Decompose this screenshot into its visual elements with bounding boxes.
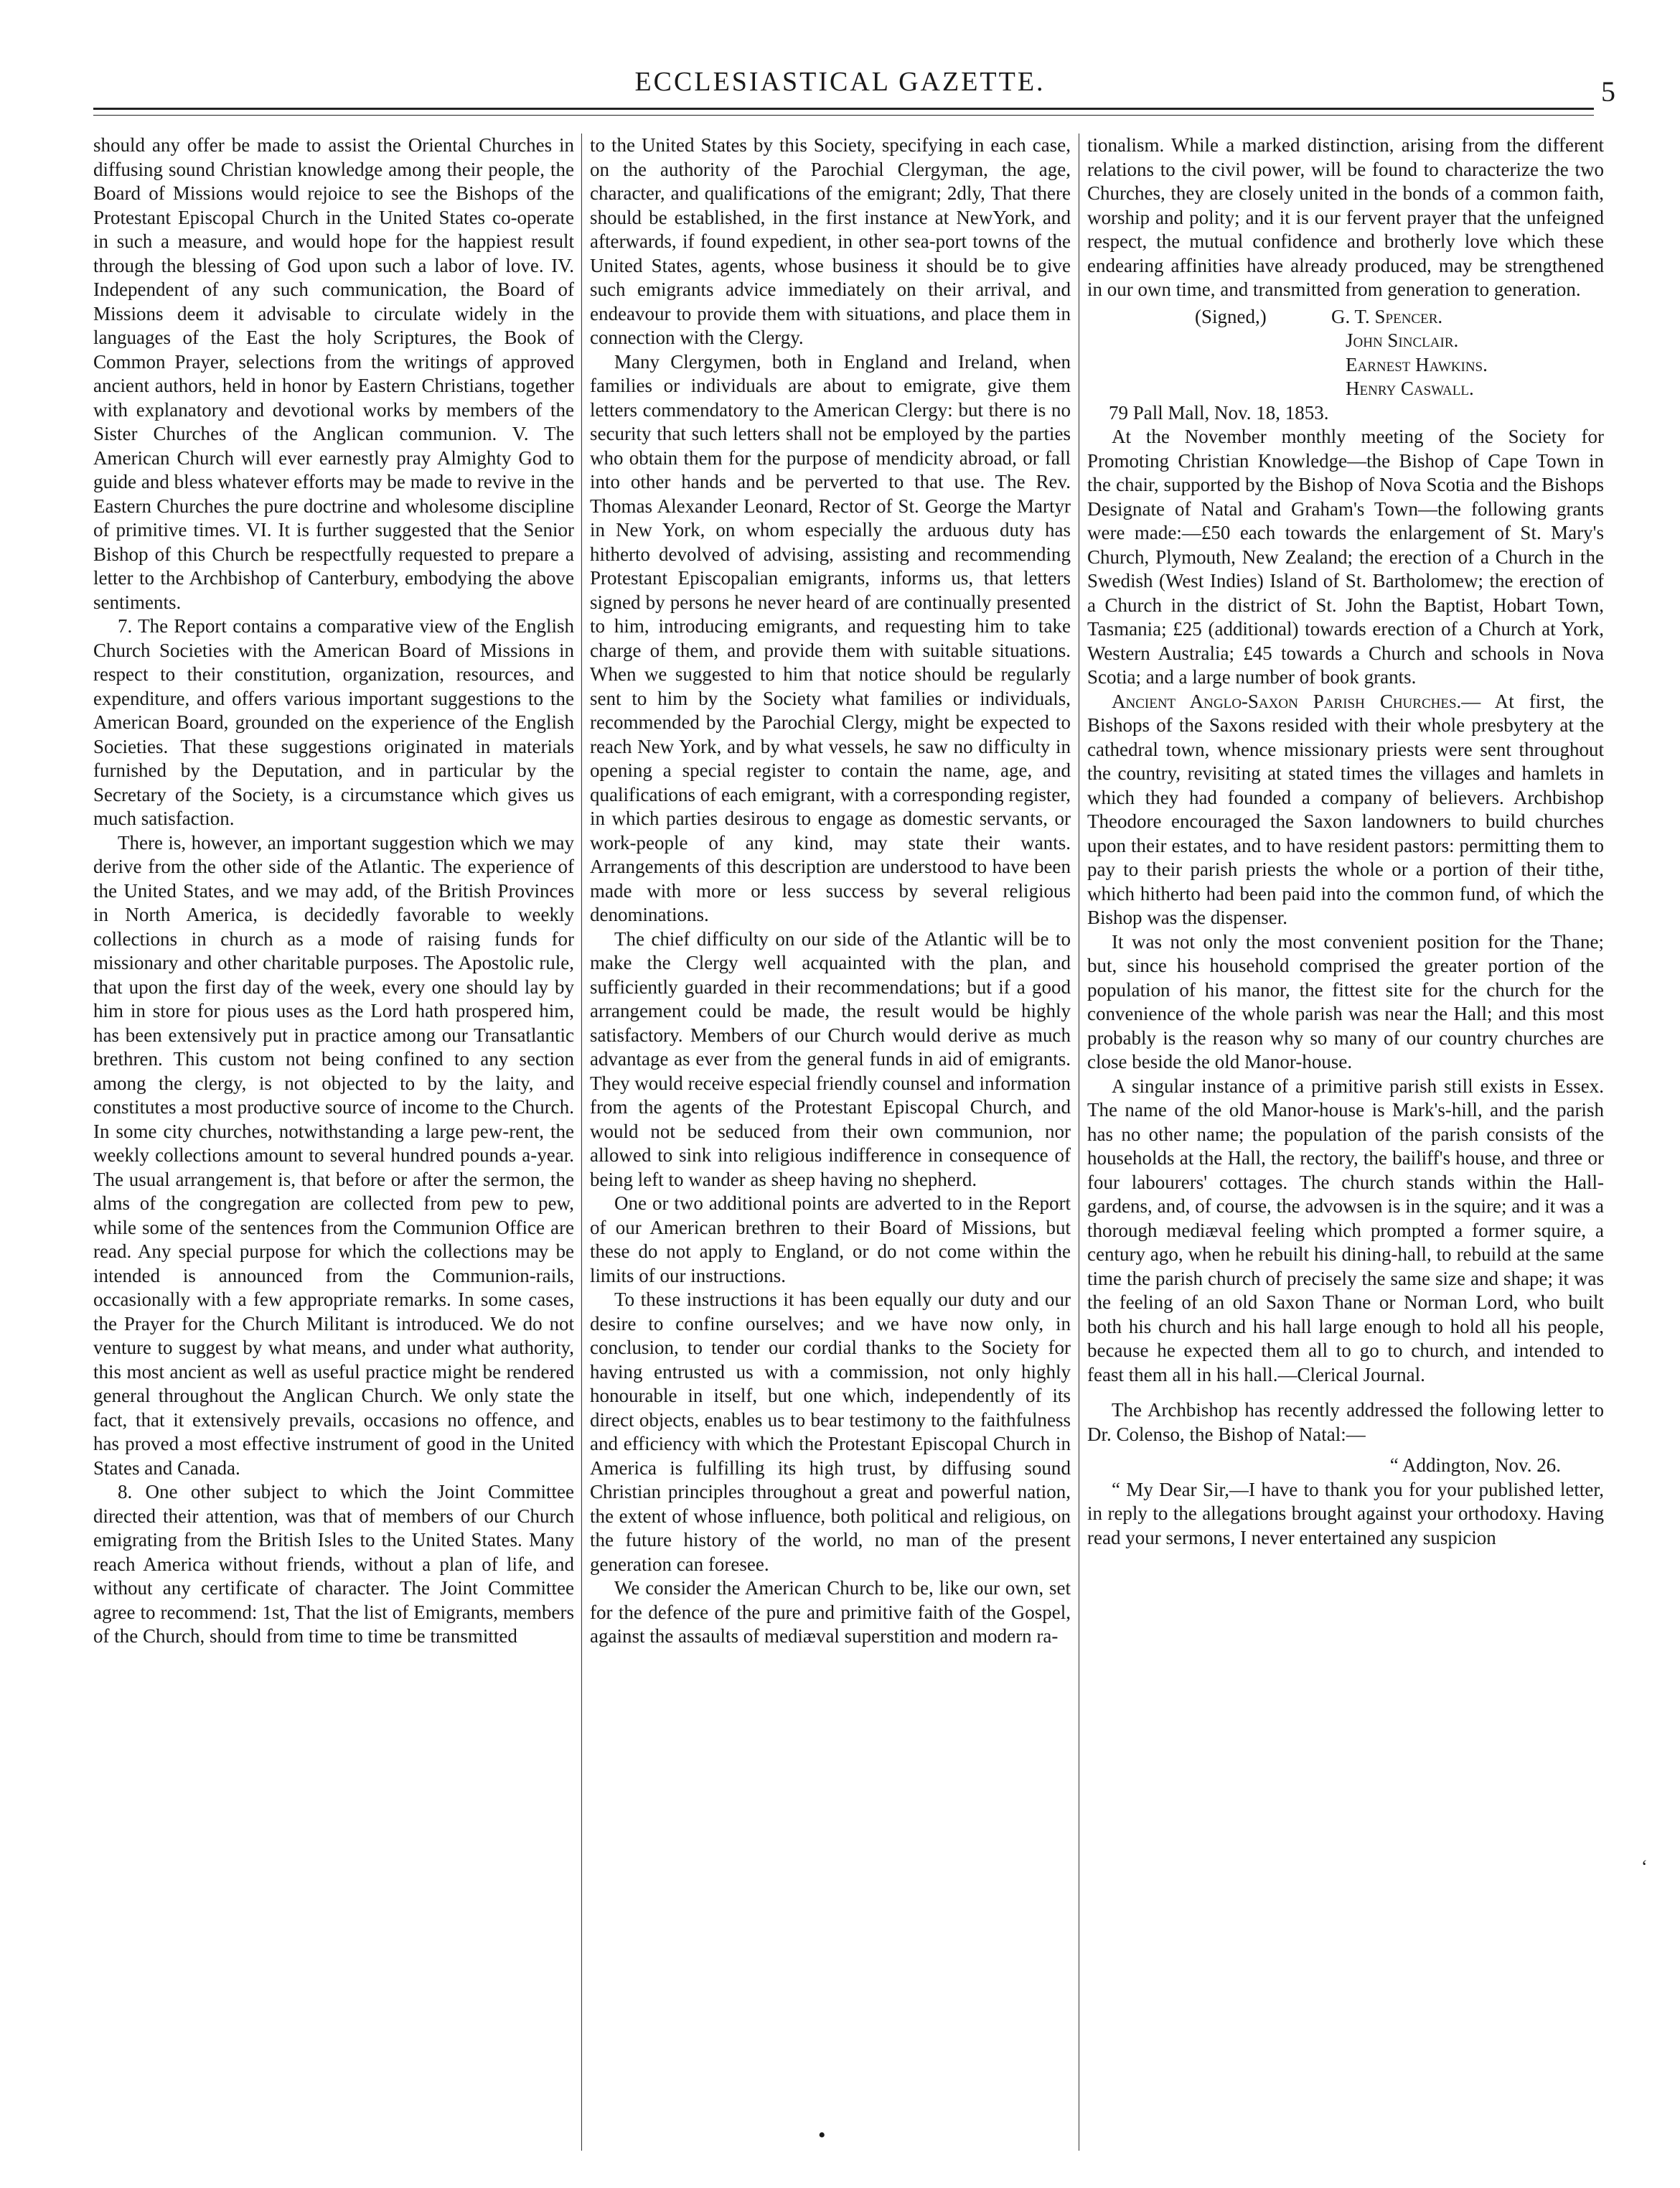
paragraph: It was not only the most convenient position for the Thane; but, since his household comprised the greater portion of the population of his manor, the fittest site for the church for the convenience of the whole parish was near the Hall; and this most probably is the reason why so many of our country churches are close beside the old Manor-house. bbox=[1087, 930, 1604, 1072]
margin-mark: ʻ bbox=[1641, 1856, 1648, 1877]
paragraph: At the November monthly meeting of the Society for Promoting Christian Knowledge—the Bishop of Cape Town in the chair, supported by the Bishop of Nova Scotia and the Bishops Designate of Natal and Graham's Town—the following grants were made:—£50 each towards the enlargement of St. Mary's Church, Plymouth, New Zealand; the erection of a Church in the Swedish (West Indies) Island of St. Bartholomew; the erection of a Church in the district of St. John the Baptist, Hobart Town, Tasmania; £25 (additional) towards erection of a Church at York, Western Australia; £45 towards a Church and schools in Nova Scotia; and a large number of book grants. bbox=[1087, 426, 1604, 688]
signature-block bbox=[1087, 305, 1604, 401]
paragraph: 8. One other subject to which the Joint Committee directed their attention, was that of members of our Church emigrating from the British Isles to the United States. Many reach America without friends, without a plan of life, and without any certificate of character. The Joint Committee agree to recommend: 1st, That the list of Emigrants, members of the Church, should from time to time be transmitted bbox=[93, 1481, 574, 1647]
column-1 bbox=[93, 134, 574, 2165]
header-rule-thick bbox=[93, 108, 1594, 110]
column-2 bbox=[590, 134, 1071, 2165]
paragraph: The chief difficulty on our side of the Atlantic will be to make the Clergy well acquainted with the plan, and sufficiently guarded in their recommendations; but if a good arrangement could be made, the result would be highly satisfactory. Members of our Church would derive as much advantage as ever from the general funds in aid of emigrants. They would receive especial friendly counsel and information from the agents of the Protestant Episcopal Church, and would not be seduced from their own communion, nor allowed to sink into religious indifference in consequence of being left to wander as sheep having no shepherd. bbox=[590, 927, 1071, 1190]
paragraph: A singular instance of a primitive parish still exists in Essex. The name of the old Manor-house is Mark's-hill, and the parish has no other name; the population of the parish consists of the households at the Hall, the rectory, the bailiff's house, and three or four labourers' cottages. The church stands within the Hall-gardens, and, of course, the advowsen is in the squire; and it was a thorough mediæval feeling which prompted a former squire, a century ago, when he rebuilt his dining-hall, to rebuild at the same time the parish church of precisely the same size and shape; it was the feeling of an old Saxon Thane or Norman Lord, who built both his church and his hall large enough to hold all his people, because he expected them all to go to church, and intended to feast them all in his hall.—Clerical Journal. bbox=[1087, 1075, 1604, 1385]
signatory: G. T. Spencer. bbox=[1331, 305, 1443, 327]
page-number: 5 bbox=[1601, 75, 1615, 108]
dateline: 79 Pall Mall, Nov. 18, 1853. bbox=[1109, 401, 1329, 424]
signatory: John Sinclair. bbox=[1346, 329, 1459, 351]
column-divider-1 bbox=[581, 134, 582, 2151]
header-rule-thin bbox=[93, 115, 1594, 116]
paragraph: Many Clergymen, both in England and Ireland, when families or individuals are about to emigrate, give them letters commendatory to the American Clergy: but there is no security that such letters shall not be employed by the parties who obtain them for the purpose of mendicity abroad, or fall into other hands and be perverted to that use. The Rev. Thomas Alexander Leonard, Rector of St. George the Martyr in New York, on whom especially the arduous duty has hitherto devolved of advising, assisting and recommending Protestant Episcopalian emigrants, informs us, that letters signed by persons he never heard of are continually presented to him, introducing emigrants, and requesting him to take charge of them, and provide them with suitable situations. When we suggested to him that notice should be regularly sent to him by the Society what families or individuals, recommended by the Parochial Clergy, might be expected to reach New York, and by what vessels, he saw no difficulty in opening a special register to contain the name, age, and qualifications of each emigrant, with a corresponding register, in which parties desirous to engage as domestic servants, or work-people of any kind, may state their wants. Arrangements of this description are understood to have been made with more or less success by several religious denominations. bbox=[590, 350, 1071, 925]
page-title: ECCLESIASTICAL GAZETTE. bbox=[634, 67, 1046, 97]
paragraph bbox=[1087, 690, 1604, 930]
letter-dateline: “ Addington, Nov. 26. bbox=[1389, 1454, 1561, 1476]
paragraph: The Archbishop has recently addressed the following letter to Dr. Colenso, the Bishop of Natal:— bbox=[1087, 1399, 1604, 1445]
signed-label: (Signed,) bbox=[1195, 305, 1267, 327]
section-heading: Ancient Anglo-Saxon Parish Churches.— bbox=[1112, 690, 1481, 712]
paragraph: One or two additional points are adverted to in the Report of our American brethren to their Board of Missions, but these do not apply to England, or do not come within the limits of our instructions. bbox=[590, 1192, 1071, 1286]
paragraph: “ My Dear Sir,—I have to thank you for your published letter, in reply to the allegations brought against your orthodoxy. Having read your sermons, I never entertained any suspicion bbox=[1087, 1478, 1604, 1548]
column-3 bbox=[1087, 134, 1604, 2165]
footer-mark: • bbox=[818, 2123, 826, 2147]
paragraph: should any offer be made to assist the Oriental Churches in diffusing sound Christian knowledge among their people, the Board of Missions would rejoice to see the Bishops of the Protestant Episcopal Church in the United States co-operate in such a measure, and would hope for the happiest result through the blessing of God upon such a labor of love. IV. Independent of any such communication, the Board of Missions deem it advisable to circulate widely in the languages of the East the holy Scriptures, the Book of Common Prayer, selections from the writings of approved ancient authors, held in honor by Eastern Christians, together with explanatory and devotional works by members of the Sister Churches of the Anglican communion. V. The American Church will ever earnestly pray Almighty God to guide and bless whatever efforts may be made to revive in the Eastern Churches the pure doctrine and wholesome discipline of primitive times. VI. It is further suggested that the Senior Bishop of this Church be respectfully requested to prepare a letter to the Archbishop of Canterbury, embodying the above sentiments. bbox=[93, 134, 574, 613]
signatory: Earnest Hawkins. bbox=[1346, 353, 1488, 375]
paragraph: 7. The Report contains a comparative view of the English Church Societies with the American Board of Missions in respect to their constitution, organization, resources, and expenditure, and offers various important suggestions to the American Board, grounded on the experience of the English Societies. That these suggestions originated in materials furnished by the Deputation, and in particular by the Secretary of the Society, is a circumstance which gives us much satisfaction. bbox=[93, 615, 574, 829]
paragraph-text: At first, the Bishops of the Saxons resided with their whole presbytery at the cathedral town, whence missionary priests were sent throughout the country, revisiting at stated times the villages and hamlets in which they had founded a company of believers. Archbishop Theodore encouraged the Saxon landowners to build churches upon their estates, and to have resident pastors: permitting them to pay to their parish priests the whole or a portion of their tithe, which hitherto had been paid into the common fund, of which the Bishop was the dispenser. bbox=[1087, 690, 1604, 928]
paragraph: to the United States by this Society, specifying in each case, on the authority of the Parochial Clergyman, the age, character, and qualifications of the emigrant; 2dly, That there should be established, in the first instance at NewYork, and afterwards, if found expedient, in other sea-port towns of the United States, agents, whose business it should be to give such emigrants advice immediately on their arrival, and endeavour to provide them with situations, and place them in connection with the Clergy. bbox=[590, 134, 1071, 348]
paragraph: To these instructions it has been equally our duty and our desire to confine ourselves; and we have now only, in conclusion, to tender our cordial thanks to the Society for having entrusted us with a commission, not only highly honourable in itself, but one which, independently of its direct objects, enables us to bear testimony to the faithfulness and efficiency with which the Protestant Episcopal Church in America is fulfilling its high trust, by diffusing sound Christian principles throughout a great and powerful nation, the extent of whose influence, both political and religious, on the future history of the world, no man of the present generation can foresee. bbox=[590, 1289, 1071, 1575]
paragraph: There is, however, an important suggestion which we may derive from the other side of the Atlantic. The experience of the United States, and we may add, of the British Provinces in North America, is decidedly favorable to weekly collections in church as a mode of raising funds for missionary and other charitable purposes. The Apostolic rule, that upon the first day of the week, every one should lay by him in store for pious uses as the Lord hath prospered him, has been extensively put in practice among our Transatlantic brethren. This custom not being confined to any section among the clergy, is not objected to by the laity, and constitutes a most productive source of income to the Church. In some city churches, notwithstanding a large pew-rent, the weekly collections amount to several hundred pounds a-year. The usual arrangement is, that before or after the sermon, the alms of the congregation are collected from pew to pew, while some of the sentences from the Communion Office are read. Any special purpose for which the collections may be intended is announced from the Communion-rails, occasionally with a few appropriate remarks. In some cases, the Prayer for the Church Militant is introduced. We do not venture to suggest by what means, and under what authority, this most ancient as well as useful practice might be rendered general throughout the Anglican Church. We only state the fact, that it extensively prevails, occasions no offence, and has proved a most effective instrument of good in the United States and Canada. bbox=[93, 831, 574, 1479]
paragraph: We consider the American Church to be, like our own, set for the defence of the pure and primitive faith of the Gospel, against the assaults of mediæval superstition and modern ra- bbox=[590, 1577, 1071, 1647]
paragraph: tionalism. While a marked distinction, arising from the different relations to the civil power, will be found to characterize the two Churches, they are closely united in the bonds of a common faith, worship and polity; and it is our fervent prayer that the unfeigned respect, the mutual confidence and brotherly love which these endearing affinities have already produced, may be strengthened in our own time, and transmitted from generation to generation. bbox=[1087, 134, 1604, 300]
signatory: Henry Caswall. bbox=[1346, 378, 1474, 399]
masthead bbox=[0, 0, 1680, 108]
